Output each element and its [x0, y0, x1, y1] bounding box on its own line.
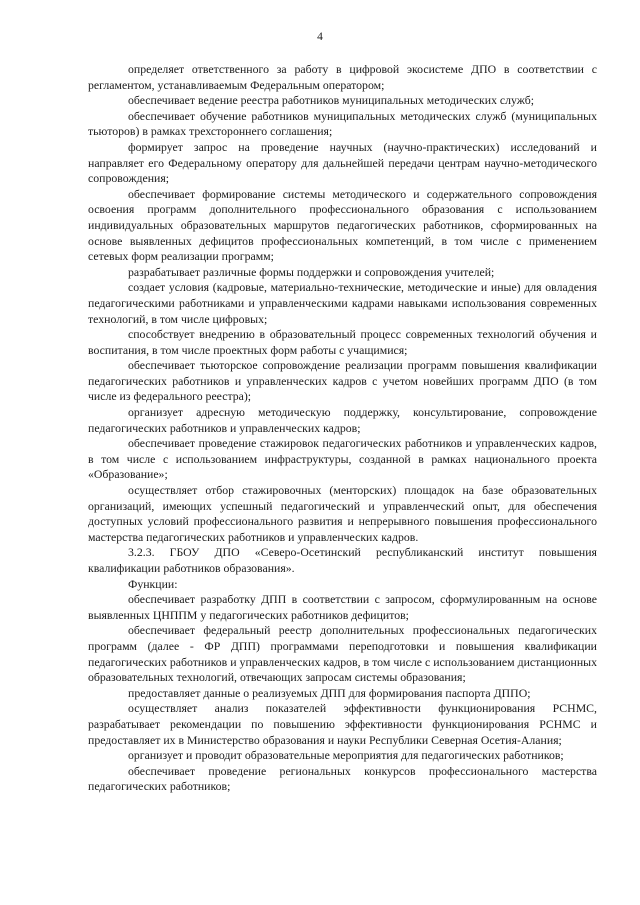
paragraph: осуществляет отбор стажировочных (менторских) площадок на базе образовательных организаций, имеющих успешный педагогический и управленческий опыт, для обеспечения доступных условий профессионального развития и непрерывного повышения профессионального мастерства педагогических работников и управленческих кадров.: [88, 483, 597, 544]
functions-label: Функции:: [128, 576, 178, 591]
paragraph: обеспечивает формирование системы методического и содержательного сопровождения освоения программ дополнительного профессионального образования с использованием индивидуальных образовательных маршрутов педагогических работников, сформированных на основе выявленных дефицитов профессиональных компетенций, в том числе с применением сетевых форм реализации программ;: [88, 186, 597, 264]
paragraph: создает условия (кадровые, материально-технические, методические и иные) для овладения педагогическими работниками и управленческими кадрами навыками использования современных технологий, в том числе цифровых;: [88, 280, 597, 326]
paragraph: обеспечивает тьюторское сопровождение реализации программ повышения квалификации педагогических работников и управленческих кадров с учетом новейших программ ДПО (в том числе из федерального реестра);: [88, 358, 597, 404]
paragraph: разрабатывает различные формы поддержки и сопровождения учителей;: [128, 264, 495, 279]
document-body: [88, 62, 597, 795]
paragraph: обеспечивает обучение работников муниципальных методических служб (муниципальных тьюторов) в рамках трехстороннего соглашения;: [88, 108, 597, 139]
paragraph: организует адресную методическую поддержку, консультирование, сопровождение педагогических работников и управленческих кадров;: [88, 405, 597, 435]
paragraph: обеспечивает проведение стажировок педагогических работников и управленческих кадров, в том числе с использованием инфраструктуры, созданной в рамках национального проекта «Образование»;: [88, 436, 597, 482]
paragraph: обеспечивает разработку ДПП в соответствии с запросом, сформулированным на основе выявленных ЦНППМ у педагогических работников дефицитов;: [88, 592, 597, 622]
paragraph: обеспечивает ведение реестра работников муниципальных методических служб;: [128, 93, 535, 108]
paragraph: предоставляет данные о реализуемых ДПП для формирования паспорта ДППО;: [128, 685, 531, 700]
paragraph: организует и проводит образовательные мероприятия для педагогических работников;: [128, 748, 564, 763]
paragraph: обеспечивает федеральный реестр дополнительных профессиональных педагогических программ (далее - ФР ДПП) программами переподготовки и повышения квалификации педагогических работников и управленческих кадров, в том числе с использованием дистанционных образовательных технологий, отвечающих запросам системы образования;: [88, 623, 597, 685]
section-heading: 3.2.3. ГБОУ ДПО «Северо-Осетинский республиканский институт повышения квалификации работников образования».: [88, 545, 597, 575]
paragraph: определяет ответственного за работу в цифровой экосистеме ДПО в соответствии с регламентом, устанавливаемым Федеральным оператором;: [88, 62, 597, 92]
page-number: 4: [317, 31, 323, 43]
paragraph: способствует внедрению в образовательный процесс современных технологий обучения и воспитания, в том числе проектных форм работы с учащимися;: [88, 327, 597, 357]
paragraph: обеспечивает проведение региональных конкурсов профессионального мастерства педагогических работников;: [88, 763, 597, 794]
paragraph: осуществляет анализ показателей эффективности функционирования РСНМС, разрабатывает рекомендации по повышению эффективности функционирования РСНМС и предоставляет их в Министерство образования и науки Республики Северная Осетия-Алания;: [88, 701, 597, 747]
paragraph: формирует запрос на проведение научных (научно-практических) исследований и направляет его Федеральному оператору для дальнейшей передачи центрам научно-методического сопровождения;: [88, 139, 597, 186]
